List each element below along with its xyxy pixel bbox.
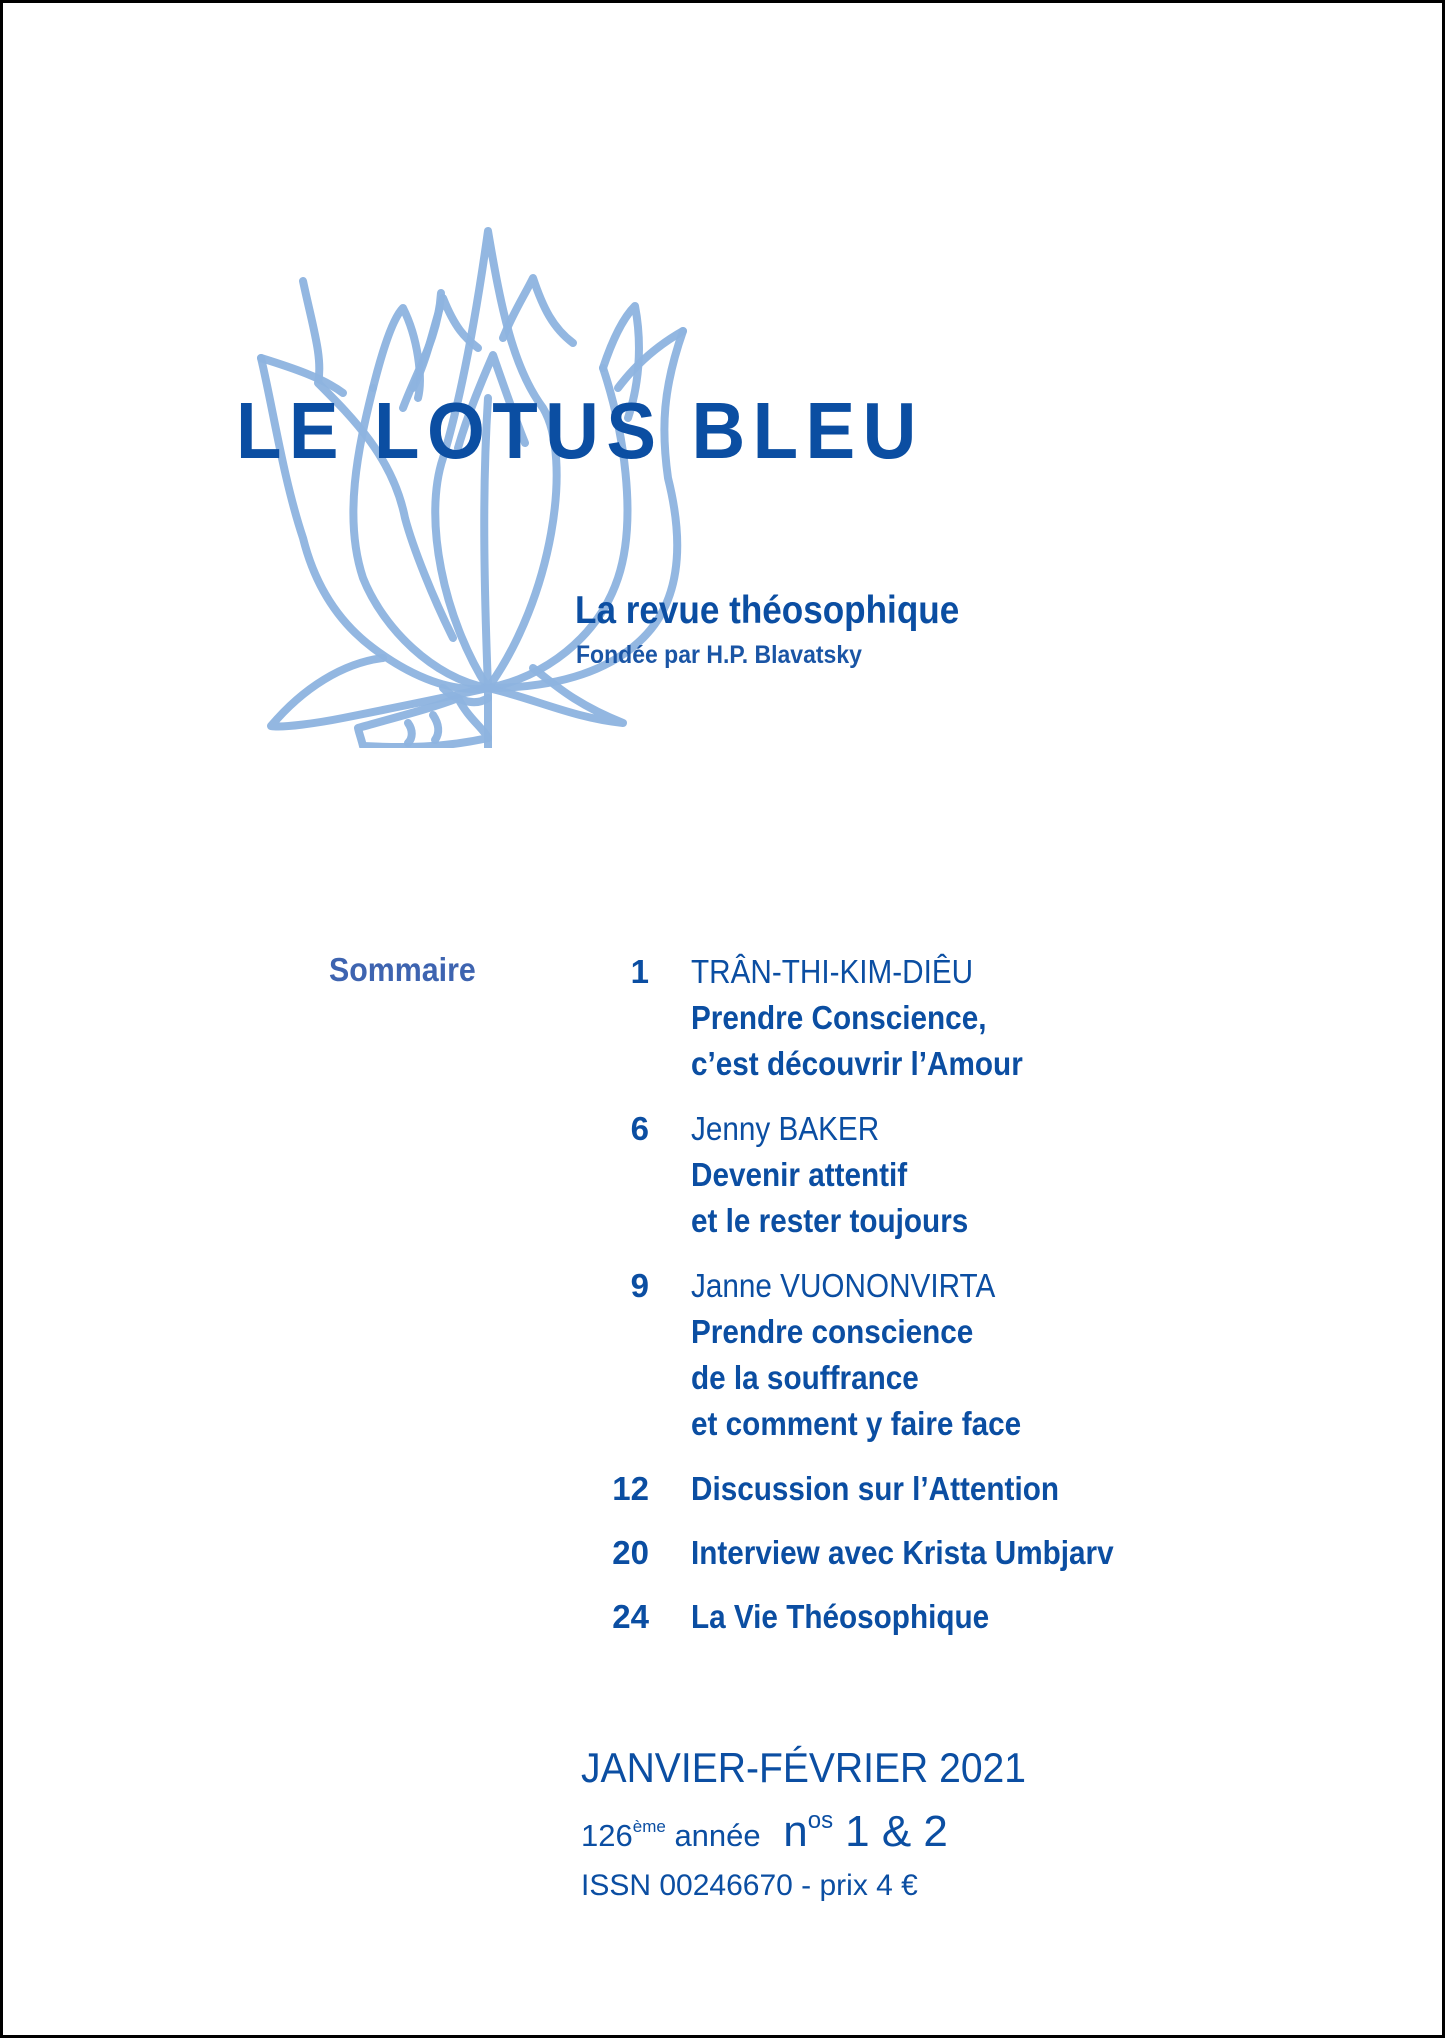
issue-year-and-number	[581, 1793, 1060, 1864]
issue-prefix: n	[783, 1807, 808, 1856]
entry-title: Interview avec Krista Umbjarv	[691, 1534, 1114, 1571]
year-suffix: ème	[632, 1817, 666, 1836]
toc-entry	[563, 1594, 1363, 1640]
entry-title: et comment y faire face	[691, 1405, 1022, 1442]
page-number: 6	[630, 1110, 649, 1147]
toc-entry	[563, 1530, 1363, 1576]
page-number: 20	[612, 1534, 649, 1571]
toc-entry	[563, 949, 1363, 1087]
page-number: 9	[630, 1267, 649, 1304]
entry-title: Prendre conscience	[691, 1313, 974, 1350]
entry-title: Prendre Conscience,	[691, 999, 987, 1036]
entry-title: et le rester toujours	[691, 1202, 969, 1239]
issue-date: JANVIER-FÉVRIER 2021	[581, 1744, 1027, 1791]
page-number: 12	[612, 1470, 649, 1507]
contents-label: Sommaire	[329, 951, 476, 988]
founder-line: Fondée par H.P. Blavatsky	[576, 641, 862, 669]
issn-price: ISSN 00246670 - prix 4 €	[581, 1869, 918, 1902]
entry-author: Janne VUONONVIRTA	[691, 1267, 996, 1304]
entry-title: de la souffrance	[691, 1359, 919, 1396]
issue-prefix-sup: os	[807, 1807, 834, 1834]
issue-number-values: 1 & 2	[845, 1807, 948, 1856]
entry-title: Devenir attentif	[691, 1156, 908, 1193]
entry-author: TRÂN-THI-KIM-DIÊU	[691, 953, 974, 990]
page-number: 24	[612, 1598, 649, 1635]
entry-title: Discussion sur l’Attention	[691, 1470, 1059, 1507]
magazine-subtitle: La revue théosophique	[575, 589, 960, 632]
year-word: année	[674, 1818, 761, 1853]
toc-entry	[563, 1466, 1363, 1512]
year-number: 126	[581, 1818, 633, 1853]
issue-numbers	[783, 1807, 948, 1856]
issue-info	[581, 1743, 1060, 1908]
table-of-contents	[563, 949, 1363, 1658]
entry-title: La Vie Théosophique	[691, 1598, 990, 1635]
magazine-title: LE LOTUS BLEU	[236, 386, 924, 475]
page-number: 1	[630, 953, 649, 990]
toc-entry	[563, 1106, 1363, 1244]
toc-entry	[563, 1263, 1363, 1447]
entry-author: Jenny BAKER	[691, 1110, 880, 1147]
entry-title: c’est découvrir l’Amour	[691, 1045, 1023, 1082]
